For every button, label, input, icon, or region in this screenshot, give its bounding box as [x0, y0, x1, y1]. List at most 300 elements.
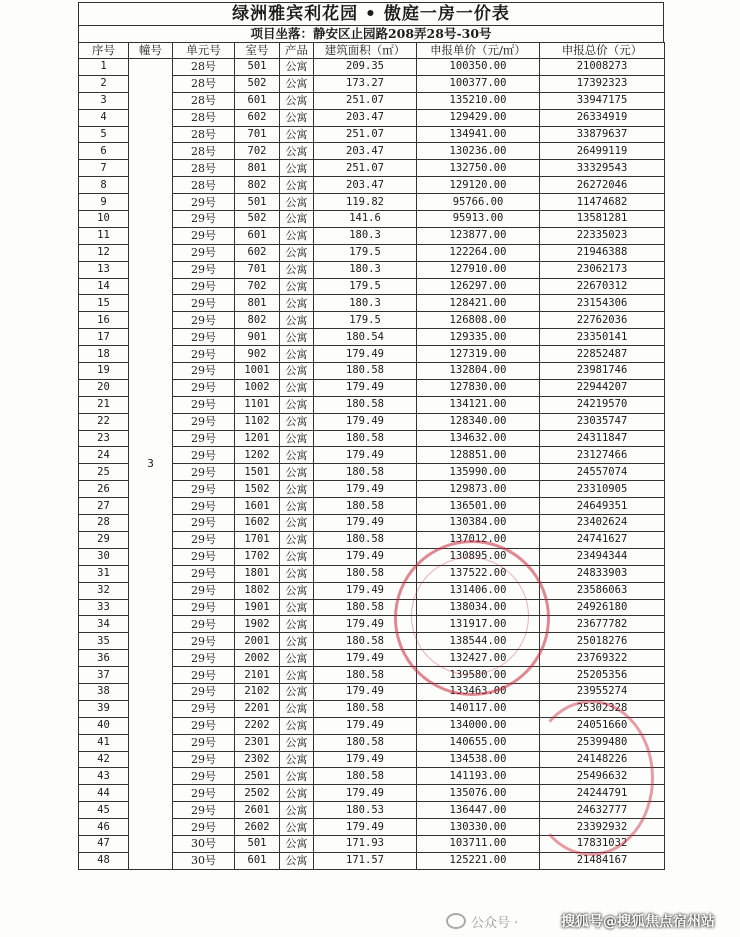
- row-total-price: 25018276: [540, 633, 665, 650]
- row-index: 43: [79, 768, 129, 785]
- row-unit: 29号: [173, 498, 235, 515]
- row-product: 公寓: [280, 227, 314, 244]
- row-unit: 28号: [173, 92, 235, 109]
- row-area: 180.53: [314, 802, 417, 819]
- row-product: 公寓: [280, 700, 314, 717]
- row-unit: 29号: [173, 548, 235, 565]
- row-area: 180.54: [314, 329, 417, 346]
- row-unit-price: 134000.00: [417, 717, 540, 734]
- row-unit: 29号: [173, 819, 235, 836]
- row-total-price: 23310905: [540, 481, 665, 498]
- row-unit: 28号: [173, 160, 235, 177]
- row-total-price: 23402624: [540, 515, 665, 532]
- row-unit-price: 128851.00: [417, 447, 540, 464]
- row-index: 9: [79, 194, 129, 211]
- row-area: 251.07: [314, 126, 417, 143]
- row-unit: 29号: [173, 633, 235, 650]
- row-unit: 29号: [173, 616, 235, 633]
- header-area: 建筑面积（㎡）: [314, 43, 417, 59]
- row-unit-price: 141193.00: [417, 768, 540, 785]
- row-index: 11: [79, 227, 129, 244]
- row-total-price: 23769322: [540, 650, 665, 667]
- row-total-price: 22335023: [540, 227, 665, 244]
- row-unit-price: 122264.00: [417, 244, 540, 261]
- row-index: 5: [79, 126, 129, 143]
- row-unit-price: 135210.00: [417, 92, 540, 109]
- row-room: 1102: [235, 413, 280, 430]
- row-total-price: 25205356: [540, 667, 665, 684]
- row-unit: 29号: [173, 481, 235, 498]
- row-product: 公寓: [280, 785, 314, 802]
- row-total-price: 24311847: [540, 430, 665, 447]
- wechat-account: [446, 912, 518, 931]
- row-index: 4: [79, 109, 129, 126]
- row-total-price: 24649351: [540, 498, 665, 515]
- row-room: 1502: [235, 481, 280, 498]
- row-room: 1202: [235, 447, 280, 464]
- row-index: 20: [79, 379, 129, 396]
- row-unit-price: 140117.00: [417, 700, 540, 717]
- row-index: 2: [79, 75, 129, 92]
- row-unit-price: 134121.00: [417, 396, 540, 413]
- row-total-price: 17831032: [540, 835, 665, 852]
- row-room: 1602: [235, 515, 280, 532]
- row-unit: 29号: [173, 515, 235, 532]
- header-room: 室号: [235, 43, 280, 59]
- row-unit: 29号: [173, 227, 235, 244]
- row-area: 180.58: [314, 599, 417, 616]
- row-area: 179.49: [314, 515, 417, 532]
- row-unit: 28号: [173, 75, 235, 92]
- header-unit: 单元号: [173, 43, 235, 59]
- row-unit-price: 130384.00: [417, 515, 540, 532]
- row-room: 501: [235, 194, 280, 211]
- row-product: 公寓: [280, 498, 314, 515]
- row-area: 179.49: [314, 548, 417, 565]
- row-unit-price: 127319.00: [417, 346, 540, 363]
- row-room: 2102: [235, 683, 280, 700]
- row-product: 公寓: [280, 109, 314, 126]
- row-product: 公寓: [280, 312, 314, 329]
- row-product: 公寓: [280, 531, 314, 548]
- row-total-price: 24244791: [540, 785, 665, 802]
- row-product: 公寓: [280, 768, 314, 785]
- row-total-price: 25496632: [540, 768, 665, 785]
- row-area: 179.5: [314, 278, 417, 295]
- row-unit: 29号: [173, 244, 235, 261]
- row-total-price: 13581281: [540, 211, 665, 228]
- row-area: 119.82: [314, 194, 417, 211]
- row-index: 13: [79, 261, 129, 278]
- row-index: 25: [79, 464, 129, 481]
- row-room: 502: [235, 75, 280, 92]
- row-total-price: 24632777: [540, 802, 665, 819]
- row-unit-price: 136447.00: [417, 802, 540, 819]
- row-unit-price: 135076.00: [417, 785, 540, 802]
- row-room: 901: [235, 329, 280, 346]
- row-index: 10: [79, 211, 129, 228]
- row-area: 173.27: [314, 75, 417, 92]
- row-product: 公寓: [280, 717, 314, 734]
- row-index: 47: [79, 835, 129, 852]
- row-room: 902: [235, 346, 280, 363]
- row-index: 48: [79, 852, 129, 869]
- row-index: 30: [79, 548, 129, 565]
- row-product: 公寓: [280, 447, 314, 464]
- row-total-price: 21008273: [540, 59, 665, 76]
- row-total-price: 23586063: [540, 582, 665, 599]
- row-unit: 29号: [173, 464, 235, 481]
- sohu-watermark: 搜狐号@搜狐焦点宿州站: [561, 914, 715, 930]
- row-product: 公寓: [280, 852, 314, 869]
- row-index: 18: [79, 346, 129, 363]
- row-unit-price: 128421.00: [417, 295, 540, 312]
- row-total-price: 24833903: [540, 565, 665, 582]
- row-unit: 29号: [173, 565, 235, 582]
- row-area: 180.3: [314, 261, 417, 278]
- row-index: 36: [79, 650, 129, 667]
- row-room: 701: [235, 261, 280, 278]
- row-area: 180.58: [314, 531, 417, 548]
- row-unit: 29号: [173, 295, 235, 312]
- row-unit-price: 128340.00: [417, 413, 540, 430]
- row-area: 180.58: [314, 430, 417, 447]
- row-unit: 29号: [173, 396, 235, 413]
- row-room: 1901: [235, 599, 280, 616]
- row-unit: 29号: [173, 447, 235, 464]
- row-unit: 29号: [173, 667, 235, 684]
- row-unit: 29号: [173, 379, 235, 396]
- row-index: 6: [79, 143, 129, 160]
- row-room: 2502: [235, 785, 280, 802]
- row-unit-price: 127910.00: [417, 261, 540, 278]
- row-product: 公寓: [280, 160, 314, 177]
- row-unit-price: 133463.00: [417, 683, 540, 700]
- row-area: 179.49: [314, 447, 417, 464]
- row-area: 251.07: [314, 160, 417, 177]
- row-area: 179.5: [314, 312, 417, 329]
- row-unit: 29号: [173, 683, 235, 700]
- row-unit-price: 123877.00: [417, 227, 540, 244]
- row-room: 501: [235, 835, 280, 852]
- row-product: 公寓: [280, 650, 314, 667]
- row-product: 公寓: [280, 751, 314, 768]
- table-header-row: [79, 43, 665, 59]
- row-index: 3: [79, 92, 129, 109]
- row-index: 34: [79, 616, 129, 633]
- row-unit: 29号: [173, 768, 235, 785]
- row-product: 公寓: [280, 734, 314, 751]
- row-unit: 29号: [173, 802, 235, 819]
- row-room: 2101: [235, 667, 280, 684]
- row-unit-price: 134941.00: [417, 126, 540, 143]
- row-index: 26: [79, 481, 129, 498]
- row-unit-price: 134538.00: [417, 751, 540, 768]
- row-total-price: 11474682: [540, 194, 665, 211]
- row-total-price: 17392323: [540, 75, 665, 92]
- row-unit-price: 129873.00: [417, 481, 540, 498]
- row-index: 45: [79, 802, 129, 819]
- row-product: 公寓: [280, 548, 314, 565]
- row-room: 1201: [235, 430, 280, 447]
- row-area: 251.07: [314, 92, 417, 109]
- row-total-price: 24219570: [540, 396, 665, 413]
- row-area: 180.3: [314, 295, 417, 312]
- row-index: 24: [79, 447, 129, 464]
- row-total-price: 22670312: [540, 278, 665, 295]
- row-area: 179.49: [314, 346, 417, 363]
- row-room: 502: [235, 211, 280, 228]
- row-room: 1902: [235, 616, 280, 633]
- row-room: 801: [235, 160, 280, 177]
- row-unit-price: 136501.00: [417, 498, 540, 515]
- row-product: 公寓: [280, 211, 314, 228]
- row-product: 公寓: [280, 819, 314, 836]
- row-area: 203.47: [314, 109, 417, 126]
- row-index: 7: [79, 160, 129, 177]
- row-total-price: 24741627: [540, 531, 665, 548]
- row-total-price: 24051660: [540, 717, 665, 734]
- header-product: 产品: [280, 43, 314, 59]
- row-area: 179.49: [314, 582, 417, 599]
- row-product: 公寓: [280, 599, 314, 616]
- row-area: 180.58: [314, 768, 417, 785]
- row-unit: 29号: [173, 650, 235, 667]
- row-product: 公寓: [280, 515, 314, 532]
- row-index: 33: [79, 599, 129, 616]
- row-area: 171.93: [314, 835, 417, 852]
- row-room: 601: [235, 227, 280, 244]
- row-room: 2002: [235, 650, 280, 667]
- row-product: 公寓: [280, 261, 314, 278]
- row-product: 公寓: [280, 683, 314, 700]
- row-room: 802: [235, 177, 280, 194]
- row-room: 1001: [235, 363, 280, 380]
- row-product: 公寓: [280, 835, 314, 852]
- row-product: 公寓: [280, 464, 314, 481]
- row-area: 180.58: [314, 498, 417, 515]
- row-product: 公寓: [280, 633, 314, 650]
- row-unit-price: 134632.00: [417, 430, 540, 447]
- row-area: 141.6: [314, 211, 417, 228]
- row-area: 179.49: [314, 379, 417, 396]
- row-unit-price: 130895.00: [417, 548, 540, 565]
- row-area: 180.58: [314, 667, 417, 684]
- row-total-price: 24557074: [540, 464, 665, 481]
- building-number: 3: [129, 59, 173, 870]
- row-total-price: 26499119: [540, 143, 665, 160]
- row-index: 15: [79, 295, 129, 312]
- row-unit: 29号: [173, 734, 235, 751]
- row-index: 40: [79, 717, 129, 734]
- row-room: 1002: [235, 379, 280, 396]
- row-product: 公寓: [280, 177, 314, 194]
- row-room: 2601: [235, 802, 280, 819]
- row-index: 27: [79, 498, 129, 515]
- row-area: 179.49: [314, 413, 417, 430]
- sheet-title: 绿洲雅宾利花园 • 傲庭一房一价表: [78, 2, 664, 25]
- row-area: 180.58: [314, 464, 417, 481]
- row-room: 701: [235, 126, 280, 143]
- row-room: 2202: [235, 717, 280, 734]
- row-room: 602: [235, 109, 280, 126]
- row-unit: 29号: [173, 194, 235, 211]
- row-unit-price: 129335.00: [417, 329, 540, 346]
- row-product: 公寓: [280, 396, 314, 413]
- row-total-price: 22944207: [540, 379, 665, 396]
- row-area: 179.5: [314, 244, 417, 261]
- row-room: 601: [235, 92, 280, 109]
- row-unit-price: 95766.00: [417, 194, 540, 211]
- row-unit: 29号: [173, 413, 235, 430]
- row-unit-price: 126297.00: [417, 278, 540, 295]
- header-total-price: 申报总价（元）: [540, 43, 665, 59]
- price-sheet: [78, 2, 664, 870]
- row-product: 公寓: [280, 295, 314, 312]
- row-area: 180.58: [314, 734, 417, 751]
- row-room: 601: [235, 852, 280, 869]
- row-unit: 28号: [173, 59, 235, 76]
- row-total-price: 33329543: [540, 160, 665, 177]
- row-unit: 29号: [173, 329, 235, 346]
- row-unit: 30号: [173, 835, 235, 852]
- row-unit-price: 138034.00: [417, 599, 540, 616]
- row-product: 公寓: [280, 413, 314, 430]
- row-unit: 28号: [173, 109, 235, 126]
- row-index: 1: [79, 59, 129, 76]
- row-unit-price: 131406.00: [417, 582, 540, 599]
- row-total-price: 24148226: [540, 751, 665, 768]
- row-index: 17: [79, 329, 129, 346]
- row-area: 179.49: [314, 751, 417, 768]
- row-unit-price: 103711.00: [417, 835, 540, 852]
- row-unit: 28号: [173, 126, 235, 143]
- price-table: [78, 42, 665, 870]
- row-product: 公寓: [280, 244, 314, 261]
- row-room: 2602: [235, 819, 280, 836]
- row-index: 41: [79, 734, 129, 751]
- row-index: 42: [79, 751, 129, 768]
- row-unit: 30号: [173, 852, 235, 869]
- row-total-price: 25399480: [540, 734, 665, 751]
- row-area: 180.58: [314, 700, 417, 717]
- row-product: 公寓: [280, 582, 314, 599]
- row-index: 19: [79, 363, 129, 380]
- row-room: 2201: [235, 700, 280, 717]
- row-unit-price: 129120.00: [417, 177, 540, 194]
- row-unit-price: 130330.00: [417, 819, 540, 836]
- row-unit-price: 140655.00: [417, 734, 540, 751]
- row-room: 1701: [235, 531, 280, 548]
- row-area: 180.3: [314, 227, 417, 244]
- row-product: 公寓: [280, 329, 314, 346]
- row-room: 801: [235, 295, 280, 312]
- row-index: 22: [79, 413, 129, 430]
- row-area: 180.58: [314, 565, 417, 582]
- row-unit: 29号: [173, 211, 235, 228]
- row-unit: 29号: [173, 599, 235, 616]
- row-index: 39: [79, 700, 129, 717]
- row-total-price: 22852487: [540, 346, 665, 363]
- row-room: 1702: [235, 548, 280, 565]
- row-product: 公寓: [280, 92, 314, 109]
- row-total-price: 23154306: [540, 295, 665, 312]
- row-area: 203.47: [314, 143, 417, 160]
- row-unit: 29号: [173, 430, 235, 447]
- row-index: 21: [79, 396, 129, 413]
- row-product: 公寓: [280, 75, 314, 92]
- table-row: [79, 59, 665, 76]
- row-unit-price: 130236.00: [417, 143, 540, 160]
- row-unit-price: 131917.00: [417, 616, 540, 633]
- row-area: 179.49: [314, 683, 417, 700]
- row-product: 公寓: [280, 565, 314, 582]
- row-room: 1601: [235, 498, 280, 515]
- row-unit: 29号: [173, 700, 235, 717]
- row-product: 公寓: [280, 346, 314, 363]
- row-index: 16: [79, 312, 129, 329]
- row-area: 203.47: [314, 177, 417, 194]
- row-area: 179.49: [314, 717, 417, 734]
- row-unit: 28号: [173, 143, 235, 160]
- row-unit: 29号: [173, 582, 235, 599]
- row-product: 公寓: [280, 278, 314, 295]
- row-unit-price: 132750.00: [417, 160, 540, 177]
- row-room: 501: [235, 59, 280, 76]
- row-unit: 28号: [173, 177, 235, 194]
- row-index: 23: [79, 430, 129, 447]
- row-unit-price: 137012.00: [417, 531, 540, 548]
- header-building: 幢号: [129, 43, 173, 59]
- row-index: 14: [79, 278, 129, 295]
- row-unit-price: 132427.00: [417, 650, 540, 667]
- row-index: 37: [79, 667, 129, 684]
- row-room: 702: [235, 278, 280, 295]
- row-unit-price: 135990.00: [417, 464, 540, 481]
- row-area: 180.58: [314, 363, 417, 380]
- row-total-price: 23127466: [540, 447, 665, 464]
- row-area: 179.49: [314, 481, 417, 498]
- row-product: 公寓: [280, 59, 314, 76]
- row-unit-price: 139580.00: [417, 667, 540, 684]
- row-total-price: 23981746: [540, 363, 665, 380]
- row-index: 12: [79, 244, 129, 261]
- footer: [0, 905, 740, 937]
- row-total-price: 26334919: [540, 109, 665, 126]
- row-total-price: 25302328: [540, 700, 665, 717]
- row-total-price: 23494344: [540, 548, 665, 565]
- row-product: 公寓: [280, 143, 314, 160]
- row-total-price: 23062173: [540, 261, 665, 278]
- row-unit: 29号: [173, 785, 235, 802]
- row-total-price: 23955274: [540, 683, 665, 700]
- row-product: 公寓: [280, 194, 314, 211]
- row-total-price: 22762036: [540, 312, 665, 329]
- row-area: 180.58: [314, 396, 417, 413]
- row-room: 2301: [235, 734, 280, 751]
- row-product: 公寓: [280, 379, 314, 396]
- row-unit-price: 127830.00: [417, 379, 540, 396]
- row-product: 公寓: [280, 616, 314, 633]
- row-room: 2302: [235, 751, 280, 768]
- row-index: 32: [79, 582, 129, 599]
- row-room: 602: [235, 244, 280, 261]
- row-unit-price: 125221.00: [417, 852, 540, 869]
- row-unit-price: 138544.00: [417, 633, 540, 650]
- row-index: 28: [79, 515, 129, 532]
- row-index: 44: [79, 785, 129, 802]
- sheet-subtitle: 项目坐落：静安区止园路208弄28号-30号: [78, 25, 664, 42]
